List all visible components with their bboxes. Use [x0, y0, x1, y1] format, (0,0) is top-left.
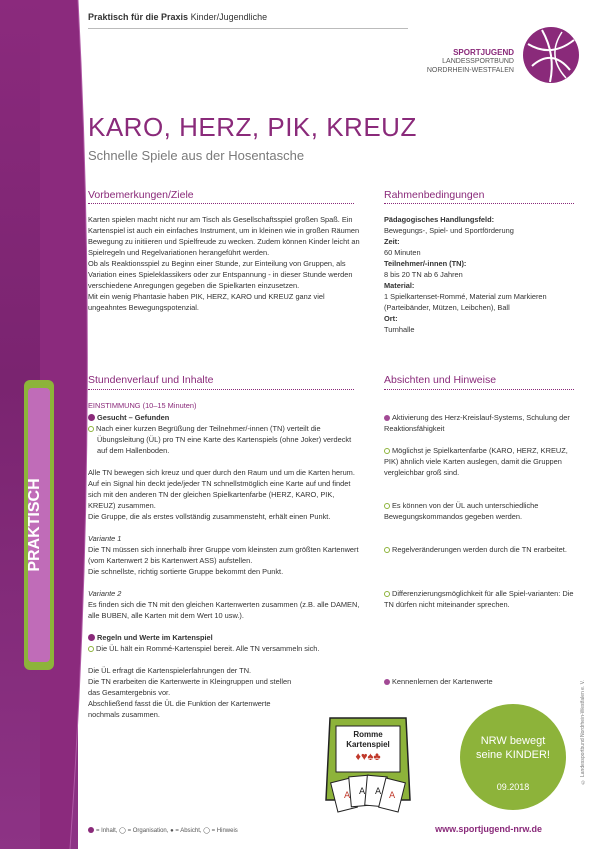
rahmen-zeit-value: 60 Minuten	[384, 248, 421, 257]
logo-line2: LANDESSPORTBUND	[442, 58, 514, 65]
section-heading-stundenverlauf: Stundenverlauf und Inhalte	[88, 374, 214, 386]
card-box-label	[336, 730, 400, 762]
header-label-bold: Praktisch für die Praxis	[88, 12, 189, 22]
card-box-line1: Romme	[353, 730, 383, 739]
gesucht-p2: Alle TN bewegen sich kreuz und quer durch den Raum und um die Karten herum. Auf ein Signal hin deckt jede/jeder TN schnellstmöglich eine Karte auf und findet sich mit den anderen TN der gleichen Spielkartenfarbe (HERZ, KARO, PIK, KREUZ) zusammen.	[88, 468, 355, 510]
hinweis-bullet-icon	[384, 547, 390, 553]
vorbemerkungen-p1: Karten spielen macht nicht nur am Tisch als Gesellschaftsspiel großen Spaß. Ein Kartenspiel ist auch ein einfaches Instrument, um in kleinen wie in großen Räumen Bewegung zu initiieren und Spielfreude zu wecken. Zudem können Kinder leicht an Spielregeln und Regelvariationen herangeführt werden.	[88, 215, 360, 257]
praxis-sidelogo	[14, 380, 64, 670]
rahmen-feld-label: Pädagogisches Handlungsfeld:	[384, 215, 495, 224]
hinweis-text-3: Regelveränderungen werden durch die TN erarbeitet.	[392, 545, 567, 554]
inhalt-legend-icon	[88, 827, 94, 833]
page-subtitle: Schnelle Spiele aus der Hosentasche	[88, 148, 305, 163]
section-divider	[384, 389, 574, 390]
absicht-item-1	[384, 412, 574, 434]
regeln-p4: Abschließend fasst die ÜL die Funktion der Kartenwerte nochmals zusammen.	[88, 699, 271, 719]
stundenverlauf-text	[88, 412, 360, 720]
regeln-p3: Die TN erarbeiten die Kartenwerte in Kleingruppen und stellen das Gesamtergebnis vor.	[88, 677, 292, 697]
sportjugend-logo-icon	[522, 26, 580, 84]
gesucht-heading	[88, 412, 360, 423]
variante1-text2: Die schnellste, richtig sortierte Gruppe bekommt den Punkt.	[88, 567, 284, 576]
hinweis-item-3	[384, 544, 574, 555]
gesucht-p1	[88, 423, 360, 456]
rahmen-material-value: 1 Spielkartenset-Rommé, Material zum Markieren (Parteibänder, Mützen, Leibchen), Ball	[384, 292, 547, 312]
rahmen-ort-value: Turnhalle	[384, 325, 415, 334]
header-label-rest: Kinder/Jugendliche	[190, 12, 268, 22]
svg-text:A: A	[359, 787, 366, 797]
hinweis-bullet-icon	[384, 448, 390, 454]
logo-line3: NORDRHEIN-WESTFALEN	[426, 67, 514, 74]
svg-text:PRAKTISCH: PRAKTISCH	[26, 478, 43, 572]
card-suits-icon: ♦♥♠♣	[355, 751, 381, 763]
regeln-p1	[88, 643, 360, 654]
section-divider	[384, 203, 574, 204]
rahmen-tn-value: 8 bis 20 TN ab 6 Jahren	[384, 270, 463, 279]
hinweis-text-2: Es können von der ÜL auch unterschiedliche Bewegungskommandos gegeben werden.	[384, 501, 539, 521]
hinweis-item-1	[384, 445, 574, 478]
variante2-text: Es finden sich die TN mit den gleichen Kartenwerten zusammen (z.B. alle DAMEN, alle BUBEN, alle Karten mit dem Wert 10 usw.).	[88, 600, 360, 620]
gesucht-p3: Die Gruppe, die als erstes vollständig zusammensteht, erhält einen Punkt.	[88, 512, 331, 521]
rahmen-feld-value: Bewegungs-, Spiel- und Sportförderung	[384, 226, 514, 235]
organisation-bullet-icon	[88, 426, 94, 432]
badge-line2: seine KINDER!	[476, 749, 550, 761]
section-heading-rahmen: Rahmenbedingungen	[384, 189, 485, 201]
absicht-text-2: Kennenlernen der Kartenwerte	[392, 677, 493, 686]
absicht-bullet-icon	[384, 415, 390, 421]
svg-text:A: A	[344, 791, 351, 801]
sportjugend-logo-text	[427, 48, 514, 75]
hinweis-bullet-icon	[384, 591, 390, 597]
variante2-title: Variante 2	[88, 589, 122, 598]
card-box-line2: Kartenspiel	[346, 740, 390, 749]
legend	[88, 827, 238, 834]
nrw-bewegt-badge	[460, 704, 566, 810]
header-divider	[88, 28, 408, 29]
gesucht-label: Gesucht – Gefunden	[97, 413, 170, 422]
legend-text: = Inhalt, ◯ = Organisation, ● = Absicht, ◯ = Hinweis	[96, 828, 238, 834]
section-divider	[88, 203, 354, 204]
regeln-p1-text: Die ÜL hält ein Rommé-Kartenspiel bereit. Alle TN versammeln sich.	[96, 644, 320, 653]
hinweis-item-4	[384, 588, 574, 610]
card-box-illustration	[322, 710, 414, 820]
regeln-block	[88, 665, 293, 720]
rahmen-tn-label: Teilnehmer/-innen (TN):	[384, 259, 467, 268]
website-link[interactable]: www.sportjugend-nrw.de	[435, 824, 542, 834]
hinweis-item-2	[384, 500, 574, 522]
section-heading-vorbemerkungen: Vorbemerkungen/Ziele	[88, 189, 194, 201]
organisation-bullet-icon	[88, 646, 94, 652]
hinweis-bullet-icon	[384, 503, 390, 509]
vorbemerkungen-text	[88, 214, 360, 313]
badge-text	[460, 734, 566, 762]
rahmen-text	[384, 214, 574, 335]
regeln-heading	[88, 632, 360, 643]
gesucht-p1-text: Nach einer kurzen Begrüßung der Teilnehmer/-innen (TN) verteilt die Übungsleitung (ÜL) pro TN eine Karte des Kartenspiels (ohne Joker) verdeckt auf dem Hallenboden.	[96, 424, 352, 455]
hinweis-text-4: Differenzierungsmöglichkeit für alle Spiel-varianten: Die TN dürfen nicht miteinander sprechen.	[384, 589, 574, 609]
copyright-notice: © Landessportbund Nordrhein-Westfalen e. V.	[580, 680, 586, 785]
vorbemerkungen-p2: Ob als Reaktionsspiel zu Beginn einer Stunde, zur Einteilung von Gruppen, als Variation eines Spieleklassikers oder zur Entspannung - in dieser Stunde werden verschiedene Anregungen gegeben die Spielkarten einzusetzen.	[88, 259, 353, 290]
inhalt-bullet-icon	[88, 414, 95, 421]
section-heading-absichten: Absichten und Hinweise	[384, 374, 497, 386]
vorbemerkungen-p3: Mit ein wenig Phantasie haben PIK, HERZ, KARO und KREUZ ganz viel ungeahntes Bewegungspotenzial.	[88, 292, 325, 312]
rahmen-ort-label: Ort:	[384, 314, 398, 323]
page-title: KARO, HERZ, PIK, KREUZ	[88, 112, 417, 142]
rahmen-material-label: Material:	[384, 281, 415, 290]
variante1-text: Die TN müssen sich innerhalb ihrer Gruppe vom kleinsten zum größten Kartenwert (vom Kartenwert 2 bis Kartenwert ASS) aufstellen.	[88, 545, 359, 565]
absicht-bullet-icon	[384, 679, 390, 685]
header-label	[88, 12, 267, 22]
svg-text:A: A	[375, 787, 382, 797]
svg-text:A: A	[389, 791, 396, 801]
variante1-title: Variante 1	[88, 534, 122, 543]
absicht-text-1: Aktivierung des Herz-Kreislauf-Systems, Schulung der Reaktionsfähigkeit	[384, 413, 570, 433]
regeln-p2: Die ÜL erfragt die Kartenspielerfahrungen der TN.	[88, 666, 252, 675]
badge-date: 09.2018	[496, 782, 530, 792]
logo-line1: SPORTJUGEND	[453, 48, 514, 57]
hinweis-text-1: Möglichst je Spielkartenfarbe (KARO, HERZ, KREUZ, PIK) ähnlich viele Karten auslegen, damit die Gruppen vergleichbar groß sind.	[384, 446, 568, 477]
inhalt-bullet-icon	[88, 634, 95, 641]
badge-line1: NRW bewegt	[480, 735, 546, 747]
absicht-item-2	[384, 676, 574, 687]
einstimmung-label: EINSTIMMUNG (10–15 Minuten)	[88, 401, 197, 410]
regeln-label: Regeln und Werte im Kartenspiel	[97, 633, 213, 642]
rahmen-zeit-label: Zeit:	[384, 237, 400, 246]
section-divider	[88, 389, 354, 390]
